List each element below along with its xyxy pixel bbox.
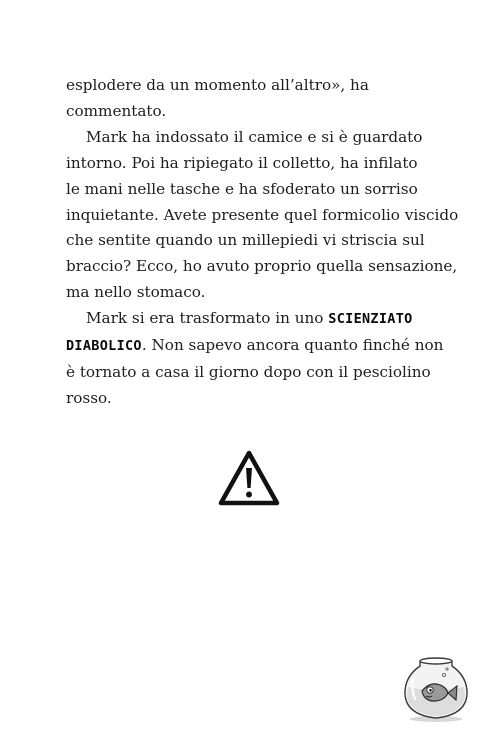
- text-line: intorno. Poi ha ripiegato il colletto, ha infilato: [66, 153, 418, 172]
- text-line: è tornato a casa il giorno dopo con il pesciolino: [66, 362, 431, 381]
- text-line: braccio? Ecco, ho avuto proprio quella sensazione,: [66, 257, 458, 276]
- warning-triangle-icon: [218, 450, 280, 506]
- text-line: che sentite quando un millepiedi vi striscia sul: [66, 231, 425, 250]
- text-line: inquietante. Avete presente quel formicolio viscido: [66, 205, 459, 224]
- text-line: rosso.: [66, 388, 112, 407]
- text-line: commentato.: [66, 101, 167, 120]
- paragraph-3: [66, 306, 466, 412]
- text-line: Mark ha indossato il camice e si è guardato: [86, 127, 423, 146]
- text-line: ma nello stomaco.: [66, 283, 206, 302]
- comic-word-scienziato: SCIENZIATO: [328, 311, 413, 328]
- text-line: Mark si era trasformato in uno SCIENZIATO: [86, 309, 413, 328]
- text-line: DIABOLICO. Non sapevo ancora quanto finché non: [66, 336, 444, 355]
- paragraph-1: [66, 73, 466, 125]
- paragraph-2: [66, 125, 466, 306]
- comic-word-diabolico: DIABOLICO: [66, 338, 142, 355]
- fishbowl-illustration: [400, 655, 472, 723]
- page-text: [66, 73, 466, 412]
- text-line: esplodere da un momento all’altro», ha: [66, 76, 369, 94]
- text-line: le mani nelle tasche e ha sfoderato un sorriso: [66, 179, 418, 198]
